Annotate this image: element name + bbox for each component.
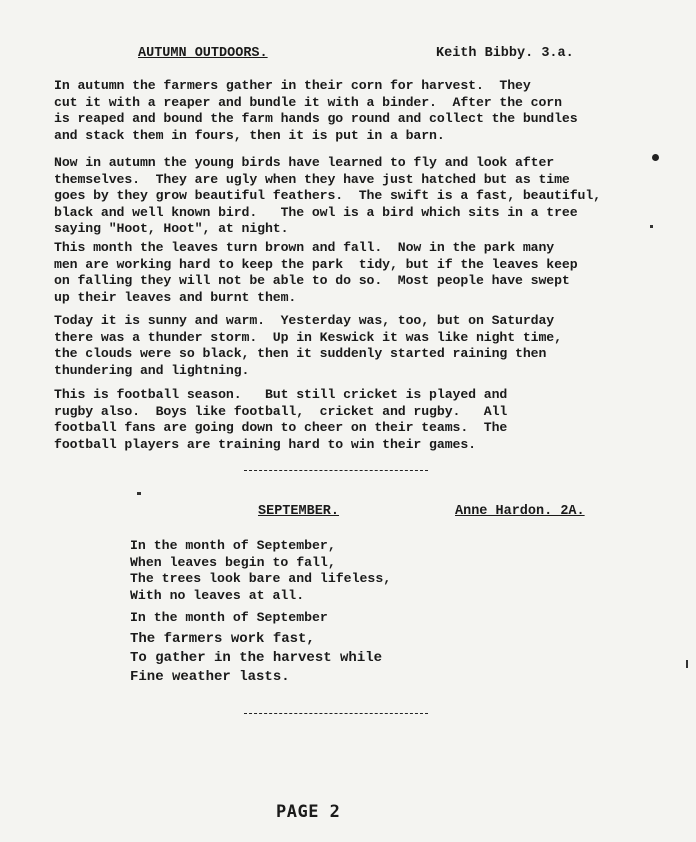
ink-mark (137, 492, 141, 495)
article1-paragraph-2: Now in autumn the young birds have learned to fly and look after themselves. They are ugly when they have just hatched but as time goes by they grow beautiful feathers. The swift is a fast, beautiful, black and well known bird. The owl is a bird which sits in a tree saying "Hoot, Hoot", at night. (54, 155, 601, 236)
poem-stanza-2-line-1: In the month of September (130, 610, 328, 625)
page-number: PAGE 2 (276, 802, 341, 822)
article2-title: SEPTEMBER. (258, 504, 340, 519)
article1-title: AUTUMN OUTDOORS. (138, 46, 268, 61)
section-divider (244, 713, 428, 714)
poem-stanza-1: In the month of September, When leaves begin to fall, The trees look bare and lifeless, With no leaves at all. (130, 538, 392, 603)
article1-paragraph-5: This is football season. But still cricket is played and rugby also. Boys like football, cricket and rugby. All football fans are going down to cheer on their teams. The football players are training hard to win their games. (54, 387, 508, 452)
article1-paragraph-1: In autumn the farmers gather in their corn for harvest. They cut it with a reaper and bundle it with a binder. After the corn is reaped and bound the farm hands go round and collect the bundles and stack them in fours, then it is put in a barn. (54, 78, 578, 143)
ink-mark (650, 225, 653, 228)
ink-mark (686, 660, 688, 668)
article1-paragraph-3: This month the leaves turn brown and fall. Now in the park many men are working hard to keep the park tidy, but if the leaves keep on falling they will not be able to do so. Most people have swept up their leaves and burnt them. (54, 240, 578, 305)
poem-stanza-2: The farmers work fast, To gather in the harvest while Fine weather lasts. (130, 631, 383, 685)
article1-author: Keith Bibby. 3.a. (436, 46, 574, 61)
section-divider (244, 470, 428, 471)
ink-blot (652, 154, 659, 161)
article2-author: Anne Hardon. 2A. (455, 504, 585, 519)
article1-paragraph-4: Today it is sunny and warm. Yesterday was, too, but on Saturday there was a thunder storm. Up in Keswick it was like night time, the clouds were so black, then it suddenly started raining then thundering and lightning. (54, 313, 562, 378)
